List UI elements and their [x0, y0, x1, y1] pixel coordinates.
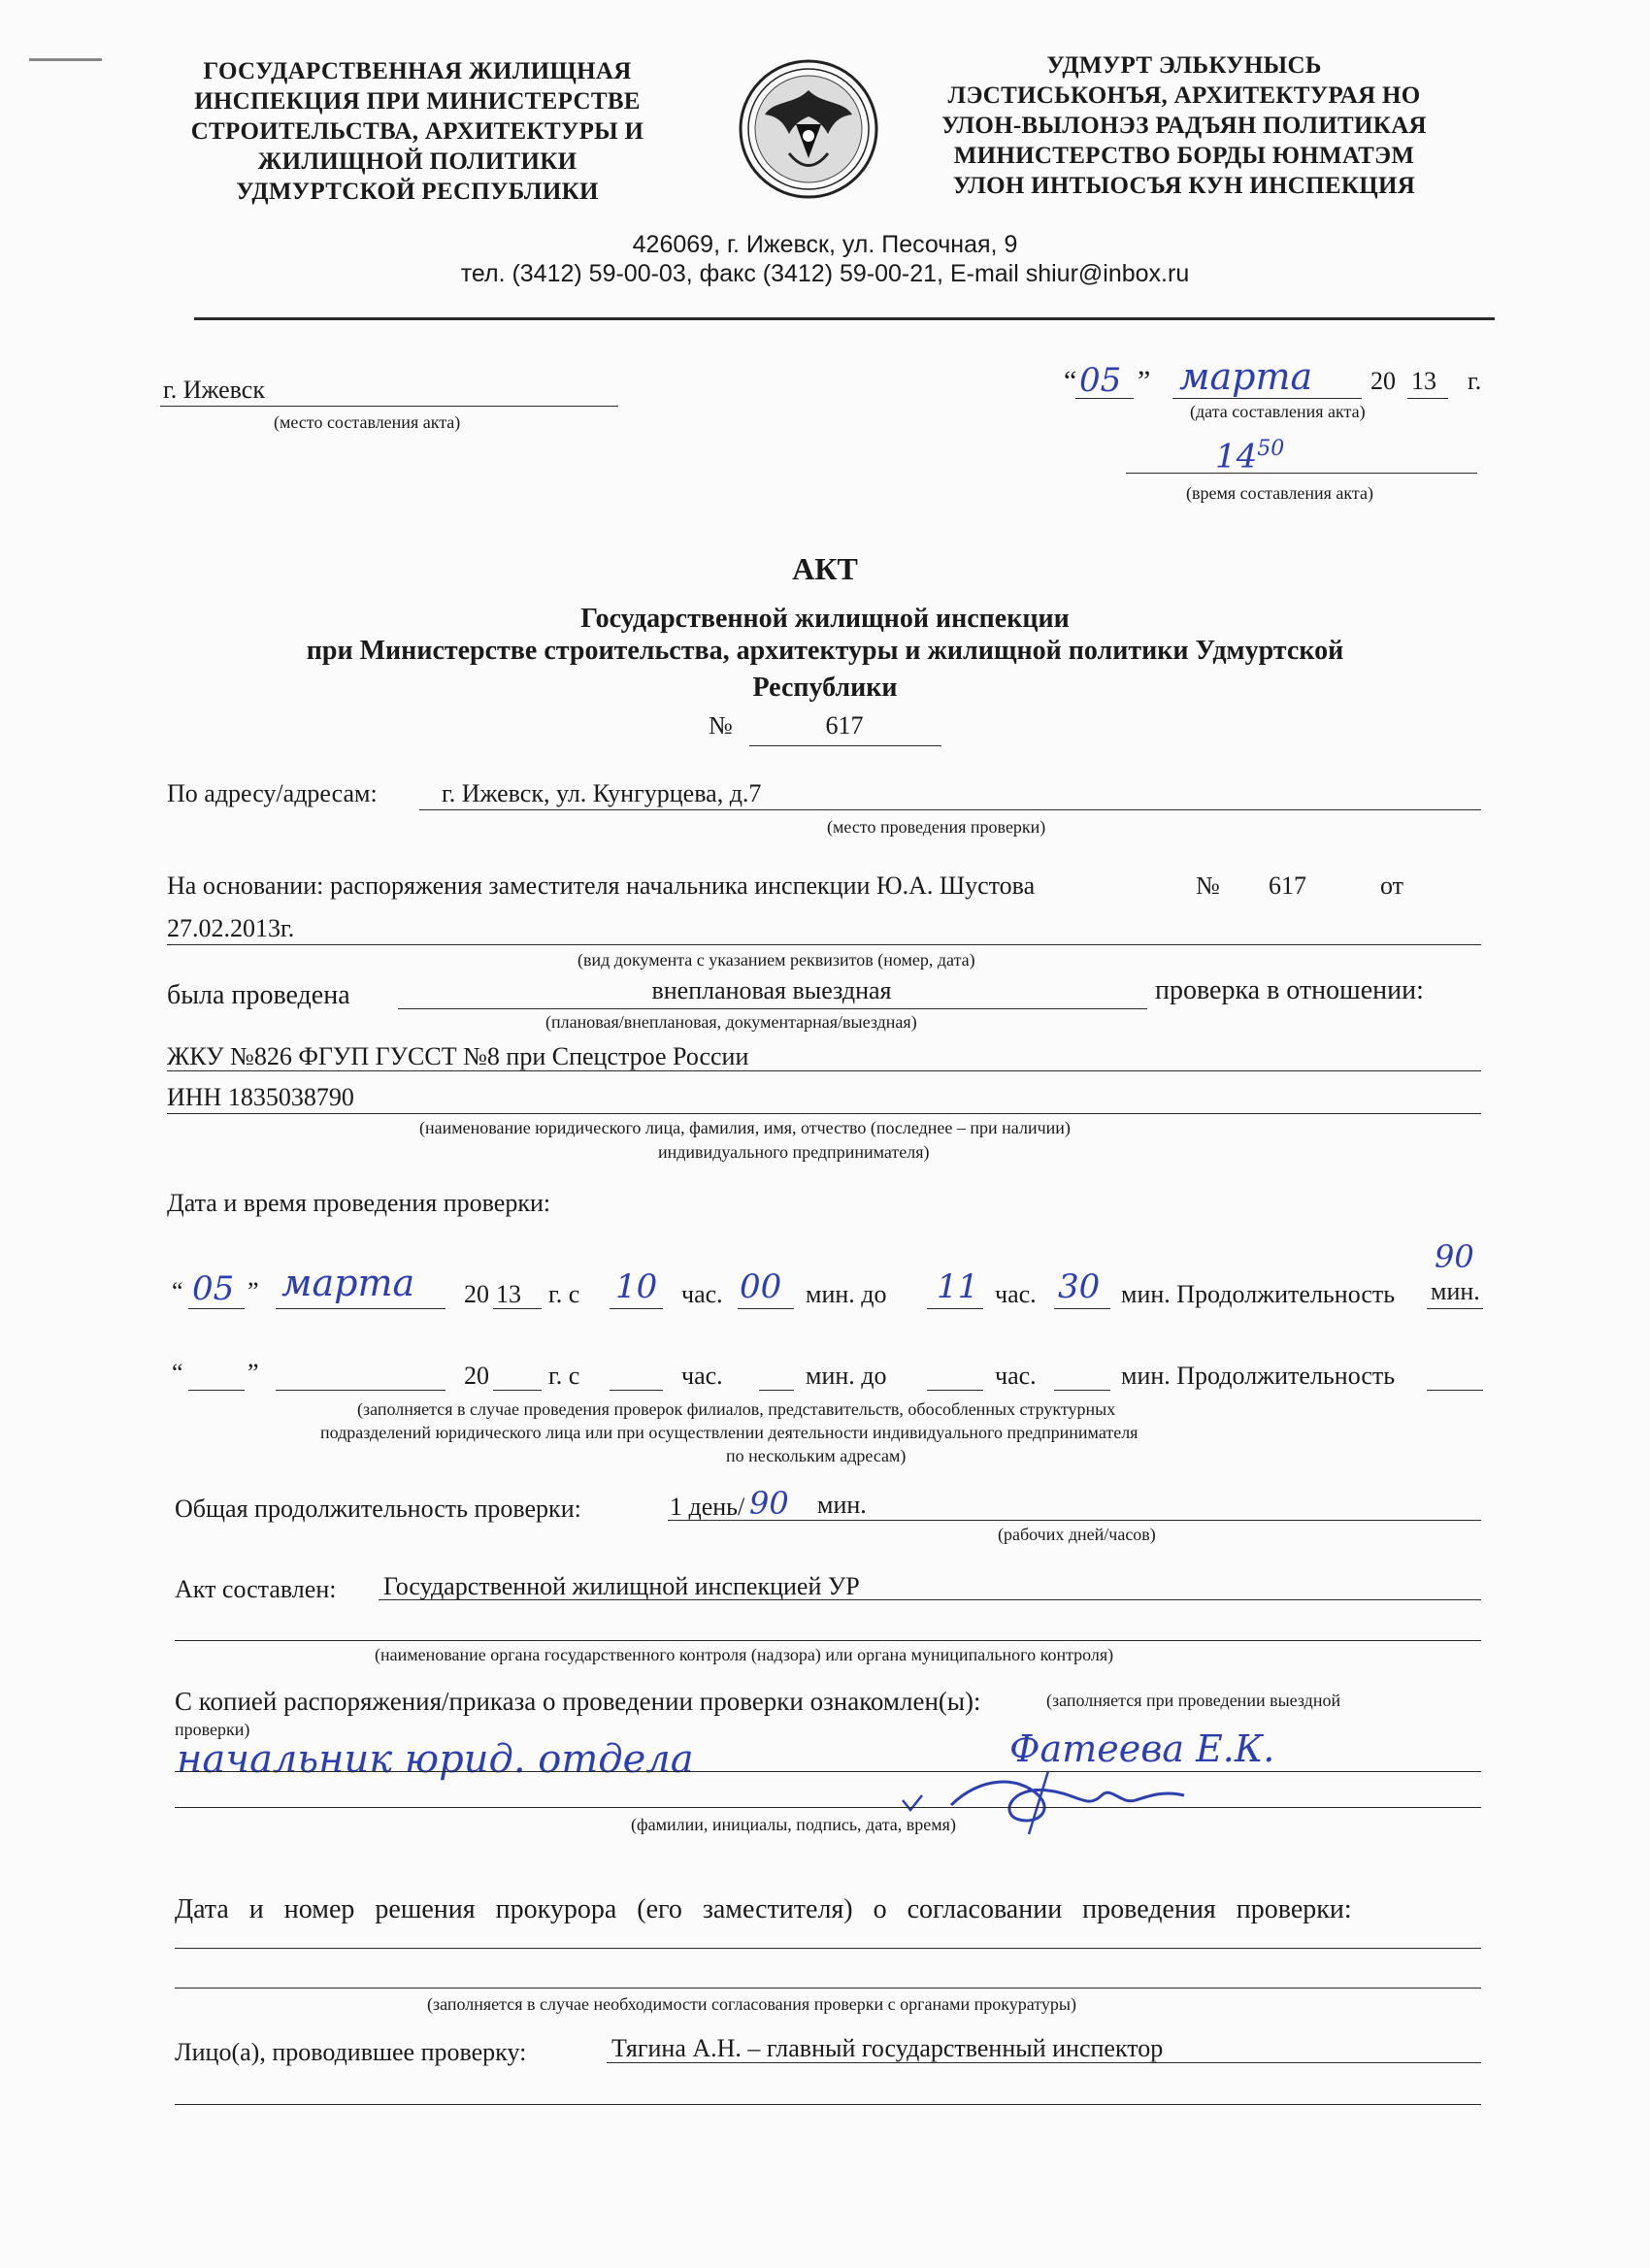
- address-caption: (место проведения проверки): [827, 817, 1046, 837]
- entity-underline: [167, 1070, 1481, 1071]
- row1-hour-label-2: час.: [995, 1280, 1037, 1308]
- address-value: г. Ижевск, ул. Кунгурцева, д.7: [442, 779, 762, 807]
- composed-caption: (наименование органа государственного контроля (надзора) или органа муниципального контроля): [375, 1645, 1114, 1664]
- doc-number-label: №: [709, 711, 733, 740]
- composed-value: Государственной жилищной инспекцией УР: [383, 1572, 860, 1600]
- row1-year-underline: [493, 1308, 542, 1309]
- row2-min-to-label: мин. до: [806, 1362, 887, 1390]
- row1-month-underline: [276, 1308, 446, 1309]
- place-caption: (место составления акта): [274, 412, 461, 432]
- inspection-suffix: проверка в отношении:: [1155, 975, 1424, 1005]
- doc-number: 617: [825, 711, 864, 740]
- row2-from-label: г. с: [548, 1362, 580, 1390]
- inn-underline: [167, 1113, 1481, 1114]
- org-name-russian: ГОСУДАРСТВЕННАЯ ЖИЛИЩНАЯ ИНСПЕКЦИЯ ПРИ МИНИСТЕРСТВЕ СТРОИТЕЛЬСТВА, АРХИТЕКТУРЫ И ЖИЛИЩНОЙ ПОЛИТИКИ УДМУРТСКОЙ РЕСПУБЛИКИ: [190, 58, 644, 205]
- date-month-underline: [1172, 398, 1362, 399]
- row2-from-hour-underline: [610, 1390, 663, 1391]
- row2-hour-label-2: час.: [995, 1362, 1037, 1390]
- row2-day-underline: [188, 1390, 245, 1391]
- time-hour: 14: [1215, 437, 1258, 477]
- basis-caption: (вид документа с указанием реквизитов (номер, дата): [578, 950, 975, 970]
- row1-hour-label: час.: [681, 1280, 723, 1308]
- time-minutes: 50: [1257, 437, 1285, 461]
- row1-from-min: 00: [740, 1267, 782, 1306]
- prosecutor-underline-2: [175, 1988, 1481, 1989]
- inspector-value: Тягина А.Н. – главный государственный инспектор: [611, 2034, 1164, 2062]
- time-underline: [1126, 473, 1477, 474]
- familiarized-label: С копией распоряжения/приказа о проведении проверки ознакомлен(ы):: [175, 1687, 981, 1716]
- org-contacts: тел. (3412) 59-00-03, факс (3412) 59-00-21, E-mail shiur@inbox.ru: [460, 260, 1190, 287]
- row1-year-suffix: 13: [496, 1280, 521, 1308]
- familiarized-underline-2: [175, 1807, 1481, 1808]
- row1-to-hour: 11: [937, 1267, 979, 1306]
- datetime-caption-3: по нескольким адресам): [726, 1446, 907, 1465]
- scan-mark: [29, 58, 102, 61]
- entity-caption-1: (наименование юридического лица, фамилия, имя, отчество (последнее – при наличии): [419, 1118, 1071, 1137]
- inspection-type-caption: (плановая/внеплановая, документарная/выездная): [545, 1012, 917, 1032]
- basis-number-label: №: [1196, 871, 1220, 900]
- address-underline: [419, 809, 1481, 810]
- total-label: Общая продолжительность проверки:: [175, 1495, 581, 1523]
- inspection-type: внеплановая выездная: [651, 976, 892, 1004]
- row1-from-hour: 10: [615, 1267, 658, 1306]
- familiarized-underline-1: [175, 1771, 1481, 1772]
- row1-min-to-label: мин. до: [806, 1280, 887, 1308]
- row1-year-prefix: 20: [464, 1280, 489, 1308]
- row1-open-quote: “: [172, 1277, 183, 1305]
- header-divider: [194, 317, 1495, 320]
- datetime-caption-2: подразделений юридического лица или при осуществлении деятельности индивидуального предпринимателя: [320, 1423, 1138, 1442]
- row2-duration-underline: [1427, 1390, 1483, 1391]
- row2-month-underline: [276, 1390, 446, 1391]
- place-underline: [160, 406, 618, 407]
- prosecutor-underline-1: [175, 1948, 1481, 1949]
- familiarized-caption: (фамилии, инициалы, подпись, дата, время): [631, 1815, 956, 1834]
- row2-from-min-underline: [759, 1390, 794, 1391]
- row1-min-label: мин. Продолжительность: [1121, 1280, 1396, 1308]
- row1-day: 05: [192, 1269, 235, 1308]
- coat-of-arms-icon: [736, 56, 881, 202]
- familiarized-note-1: (заполняется при проведении выездной: [1046, 1691, 1341, 1710]
- row1-from-label: г. с: [548, 1280, 580, 1308]
- doc-subtitle-3: Республики: [752, 673, 898, 703]
- datetime-label: Дата и время проведения проверки:: [167, 1189, 551, 1217]
- familiarized-handwritten: начальник юрид. отдела: [177, 1737, 694, 1782]
- basis-from-label: от: [1380, 871, 1404, 900]
- basis-number: 617: [1269, 871, 1306, 900]
- row2-min-label: мин. Продолжительность: [1121, 1362, 1396, 1390]
- basis-value: распоряжения заместителя начальника инспекции Ю.А. Шустова: [330, 871, 1036, 900]
- composed-underline-1: [379, 1599, 1481, 1600]
- inspected-entity: ЖКУ №826 ФГУП ГУССТ №8 при Спецстрое России: [167, 1042, 749, 1070]
- row1-to-hour-underline: [927, 1308, 983, 1309]
- row2-to-min-underline: [1054, 1390, 1110, 1391]
- date-day-underline: [1075, 398, 1134, 399]
- date-month: марта: [1179, 355, 1313, 398]
- datetime-caption-1: (заполняется в случае проведения проверок филиалов, представительств, обособленных структурных: [357, 1399, 1116, 1419]
- prosecutor-caption: (заполняется в случае необходимости согласования проверки с органами прокуратуры): [427, 1994, 1076, 2014]
- row1-from-hour-underline: [610, 1308, 663, 1309]
- familiarized-note-2: проверки): [175, 1720, 250, 1739]
- row1-to-min: 30: [1058, 1267, 1101, 1306]
- address-label: По адресу/адресам:: [167, 779, 378, 807]
- row2-year-prefix: 20: [464, 1362, 489, 1390]
- composed-label: Акт составлен:: [175, 1575, 337, 1603]
- row1-month: марта: [281, 1262, 415, 1304]
- row1-duration: 90: [1435, 1238, 1474, 1275]
- prosecutor-label: Дата и номер решения прокурора (его заместителя) о согласовании проведения проверки:: [175, 1894, 1352, 1924]
- inspector-label: Лицо(а), проводившее проверку:: [175, 2038, 527, 2066]
- date-close-quote: ”: [1138, 365, 1151, 397]
- row2-hour-label: час.: [681, 1362, 723, 1390]
- date-year-suffix: 13: [1411, 367, 1436, 395]
- entity-caption-2: индивидуального предпринимателя): [658, 1142, 930, 1162]
- date-day: 05: [1079, 361, 1122, 400]
- date-year-unit: г.: [1468, 367, 1482, 395]
- basis-date: 27.02.2013г.: [167, 914, 295, 942]
- time-caption: (время составления акта): [1186, 483, 1373, 503]
- org-name-udmurt: УДМУРТ ЭЛЬКУНЫСЬ ЛЭСТИСЬКОНЪЯ, АРХИТЕКТУРАЯ НО УЛОН-ВЫЛОНЭЗ РАДЪЯН ПОЛИТИКАЯ МИНИСТЕРСТВО БОРДЫ ЮНМАТЭМ УЛОН ИНТЫОСЪЯ КУН ИНСПЕКЦИЯ: [941, 52, 1427, 199]
- row2-year-underline: [493, 1390, 542, 1391]
- row1-duration-unit: мин.: [1431, 1277, 1480, 1305]
- inspection-type-underline: [398, 1008, 1147, 1009]
- composed-underline-2: [175, 1640, 1481, 1641]
- doc-number-underline: [749, 745, 941, 746]
- row2-close-quote: ”: [248, 1359, 259, 1387]
- row1-close-quote: ”: [248, 1277, 259, 1305]
- date-open-quote: “: [1064, 365, 1077, 397]
- row1-duration-underline: [1427, 1308, 1483, 1309]
- row1-to-min-underline: [1054, 1308, 1110, 1309]
- date-year-underline: [1407, 398, 1448, 399]
- place-value: г. Ижевск: [163, 376, 265, 404]
- row2-to-hour-underline: [927, 1390, 983, 1391]
- total-value-hand: 90: [749, 1485, 789, 1522]
- total-caption: (рабочих дней/часов): [998, 1525, 1156, 1544]
- basis-underline: [167, 944, 1481, 945]
- inspected-entity-inn: ИНН 1835038790: [167, 1083, 354, 1111]
- date-year-prefix: 20: [1370, 367, 1396, 395]
- time-value: [1215, 437, 1284, 476]
- doc-subtitle-2: при Министерстве строительства, архитектуры и жилищной политики Удмуртской: [306, 636, 1344, 666]
- row2-open-quote: “: [172, 1359, 183, 1387]
- inspection-label: была проведена: [167, 980, 350, 1010]
- total-underline: [668, 1520, 1481, 1521]
- inspector-underline-1: [607, 2062, 1481, 2063]
- row1-from-min-underline: [738, 1308, 794, 1309]
- basis-label: На основании:: [167, 871, 324, 900]
- inspector-underline-2: [175, 2104, 1481, 2105]
- org-address: 426069, г. Ижевск, ул. Песочная, 9: [632, 231, 1018, 258]
- doc-subtitle-1: Государственной жилищной инспекции: [580, 604, 1070, 634]
- doc-title: АКТ: [792, 551, 858, 586]
- total-value: 1 день/: [670, 1493, 745, 1521]
- total-unit: мин.: [817, 1491, 867, 1519]
- familiarized-handwritten-name: Фатеева Е.К.: [1009, 1727, 1275, 1770]
- date-caption: (дата составления акта): [1190, 402, 1366, 421]
- row1-day-underline: [188, 1308, 245, 1309]
